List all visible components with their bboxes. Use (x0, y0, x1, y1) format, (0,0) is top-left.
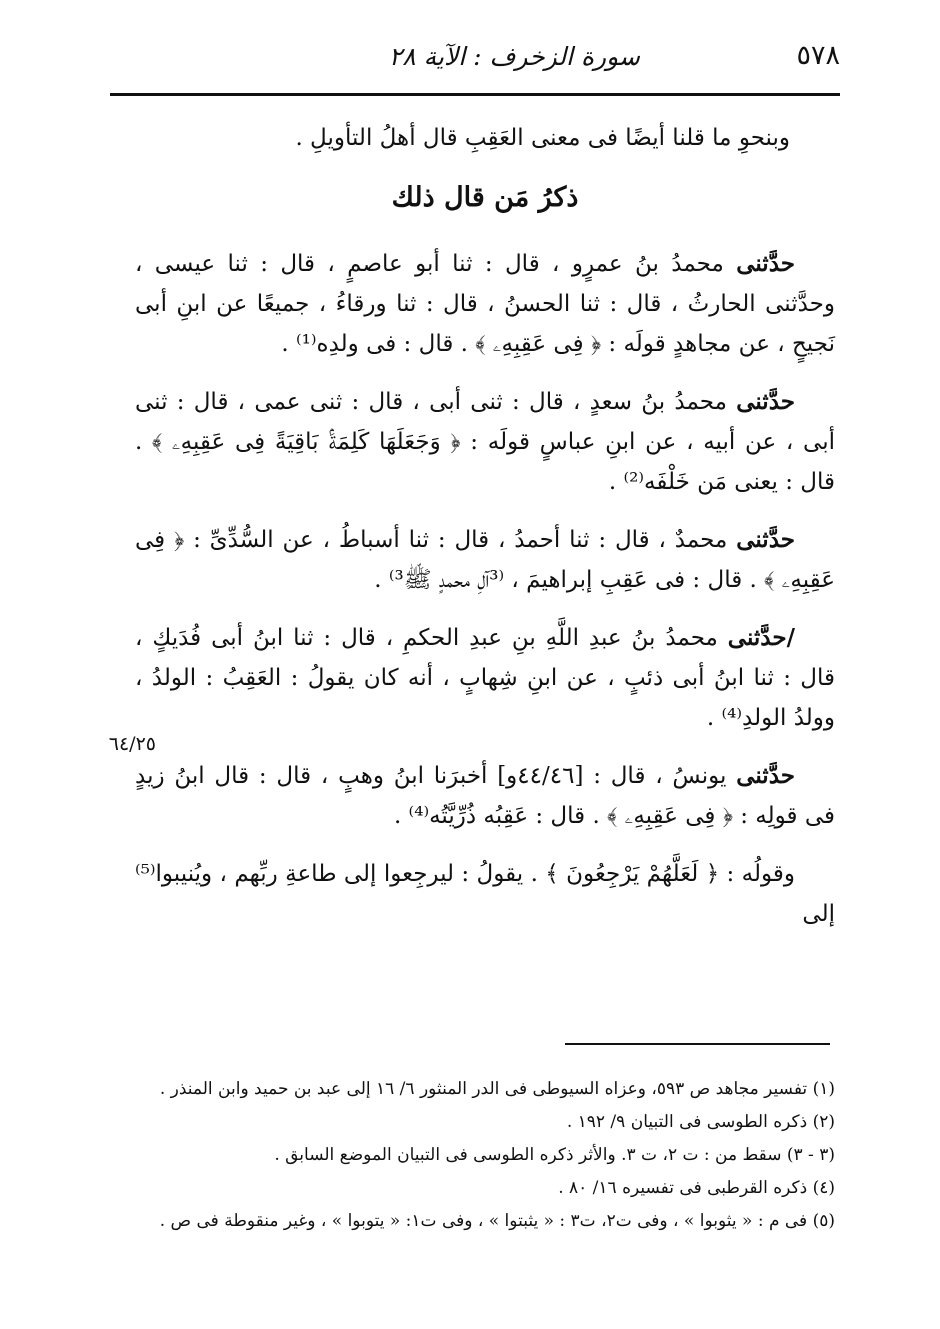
narration-text: محمدُ بنُ عبدِ اللَّهِ بنِ عبدِ الحكمِ ، قال : ثنا ابنُ أبى فُدَيكٍ ، قال : ثنا ابنُ أبى ذئبٍ ، عن ابنِ شِهابٍ ، أنه كان يقولُ : العَقِبُ : الولدُ ، وولدُ الولدِ⁽⁴⁾ . (135, 625, 835, 731)
narration-text: يونسُ ، قال : [٤٤/٤٦و] أخبرَنا ابنُ وهبٍ ، قال : قال ابنُ زيدٍ فى قولِه : ﴿ فِى عَقِبِهِۦ ﴾ . قال : عَقِبُه ذُرِّيَّتُه⁽⁴⁾ . (135, 763, 835, 829)
narration-paragraph (135, 756, 835, 836)
margin-reference: ٦٤/٢٥ (108, 733, 156, 755)
page-number: ٥٧٨ (796, 40, 840, 71)
narration-text: محمدٌ ، قال : ثنا أحمدُ ، قال : ثنا أسباطُ ، عن السُّدِّىِّ : ﴿ فِى عَقِبِهِۦ ﴾ . قال : فى عَقِبِ إبراهيمَ ، ⁽³آلِ محمدٍ ﷺ³⁾ . (135, 527, 835, 593)
footnote-2: (٢) ذكره الطوسى فى التبيان ٩/ ١٩٢ . (566, 1112, 835, 1132)
running-title: سورة الزخرف : الآية ٢٨ (388, 42, 640, 71)
narration-lead: حدَّثنى (736, 526, 795, 553)
main-text (135, 118, 835, 952)
commentary-text: وقولُه : ﴿ لَعَلَّهُمْ يَرْجِعُونَ ﴾ . يقولُ : ليرجِعوا إلى طاعةِ ربِّهم ، ويُنيبوا⁽⁵⁾ إلى (135, 861, 835, 927)
narration-lead: /حدَّثنى (727, 624, 795, 651)
narration-text: محمدُ بنُ سعدٍ ، قال : ثنى أبى ، قال : ثنى عمى ، قال : ثنى أبى ، عن أبيه ، عن ابنِ عباسٍ قولَه : ﴿ وَجَعَلَهَا كَلِمَةَۢ بَاقِيَةً فِى عَقِبِهِۦ ﴾ . قال : يعنى مَن خَلْفَه⁽²⁾ . (135, 389, 835, 495)
header-rule (110, 93, 840, 96)
narration-paragraph (135, 244, 835, 364)
footnote-4: (٤) ذكره القرطبى فى تفسيره ١٦/ ٨٠ . (558, 1178, 835, 1198)
footnote-3: (٣ - ٣) سقط من : ت ٢، ت ٣. والأثر ذكره الطوسى فى التبيان الموضع السابق . (274, 1145, 835, 1165)
narration-lead: حدَّثنى (736, 762, 795, 789)
footnote-5: (٥) فى م : « يثوبوا » ، وفى ت٢، ت٣ : « يثبتوا » ، وفى ت١: « يتوبوا » ، وغير منقوطة فى ص . (159, 1211, 835, 1231)
narration-paragraph (135, 618, 835, 738)
section-heading: ذكرُ مَن قال ذلك (391, 182, 579, 213)
narration-text: محمدُ بنُ عمرٍو ، قال : ثنا أبو عاصمٍ ، قال : ثنا عيسى ، وحدَّثنى الحارثُ ، قال : ثنا الحسنُ ، قال : ثنا ورقاءُ ، جميعًا عن ابنِ أبى نَجيحٍ ، عن مجاهدٍ قولَه : ﴿ فِى عَقِبِهِۦ ﴾ . قال : فى ولدِه⁽¹⁾ . (135, 251, 835, 357)
intro-paragraph: وبنحوِ ما قلنا أيضًا فى معنى العَقِبِ قال أهلُ التأويلِ . (295, 125, 790, 151)
page-header (110, 30, 840, 90)
narration-lead: حدَّثنى (736, 388, 795, 415)
footnotes (140, 1073, 835, 1238)
footnote-rule (565, 1043, 830, 1045)
narration-lead: حدَّثنى (736, 250, 795, 277)
narration-paragraph (135, 382, 835, 502)
narration-paragraph (135, 520, 835, 600)
footnote-1: (١) تفسير مجاهد ص ٥٩٣، وعزاه السيوطى فى الدر المنثور ٦/ ١٦ إلى عبد بن حميد وابن المنذر . (159, 1079, 835, 1099)
commentary-paragraph (135, 854, 835, 934)
